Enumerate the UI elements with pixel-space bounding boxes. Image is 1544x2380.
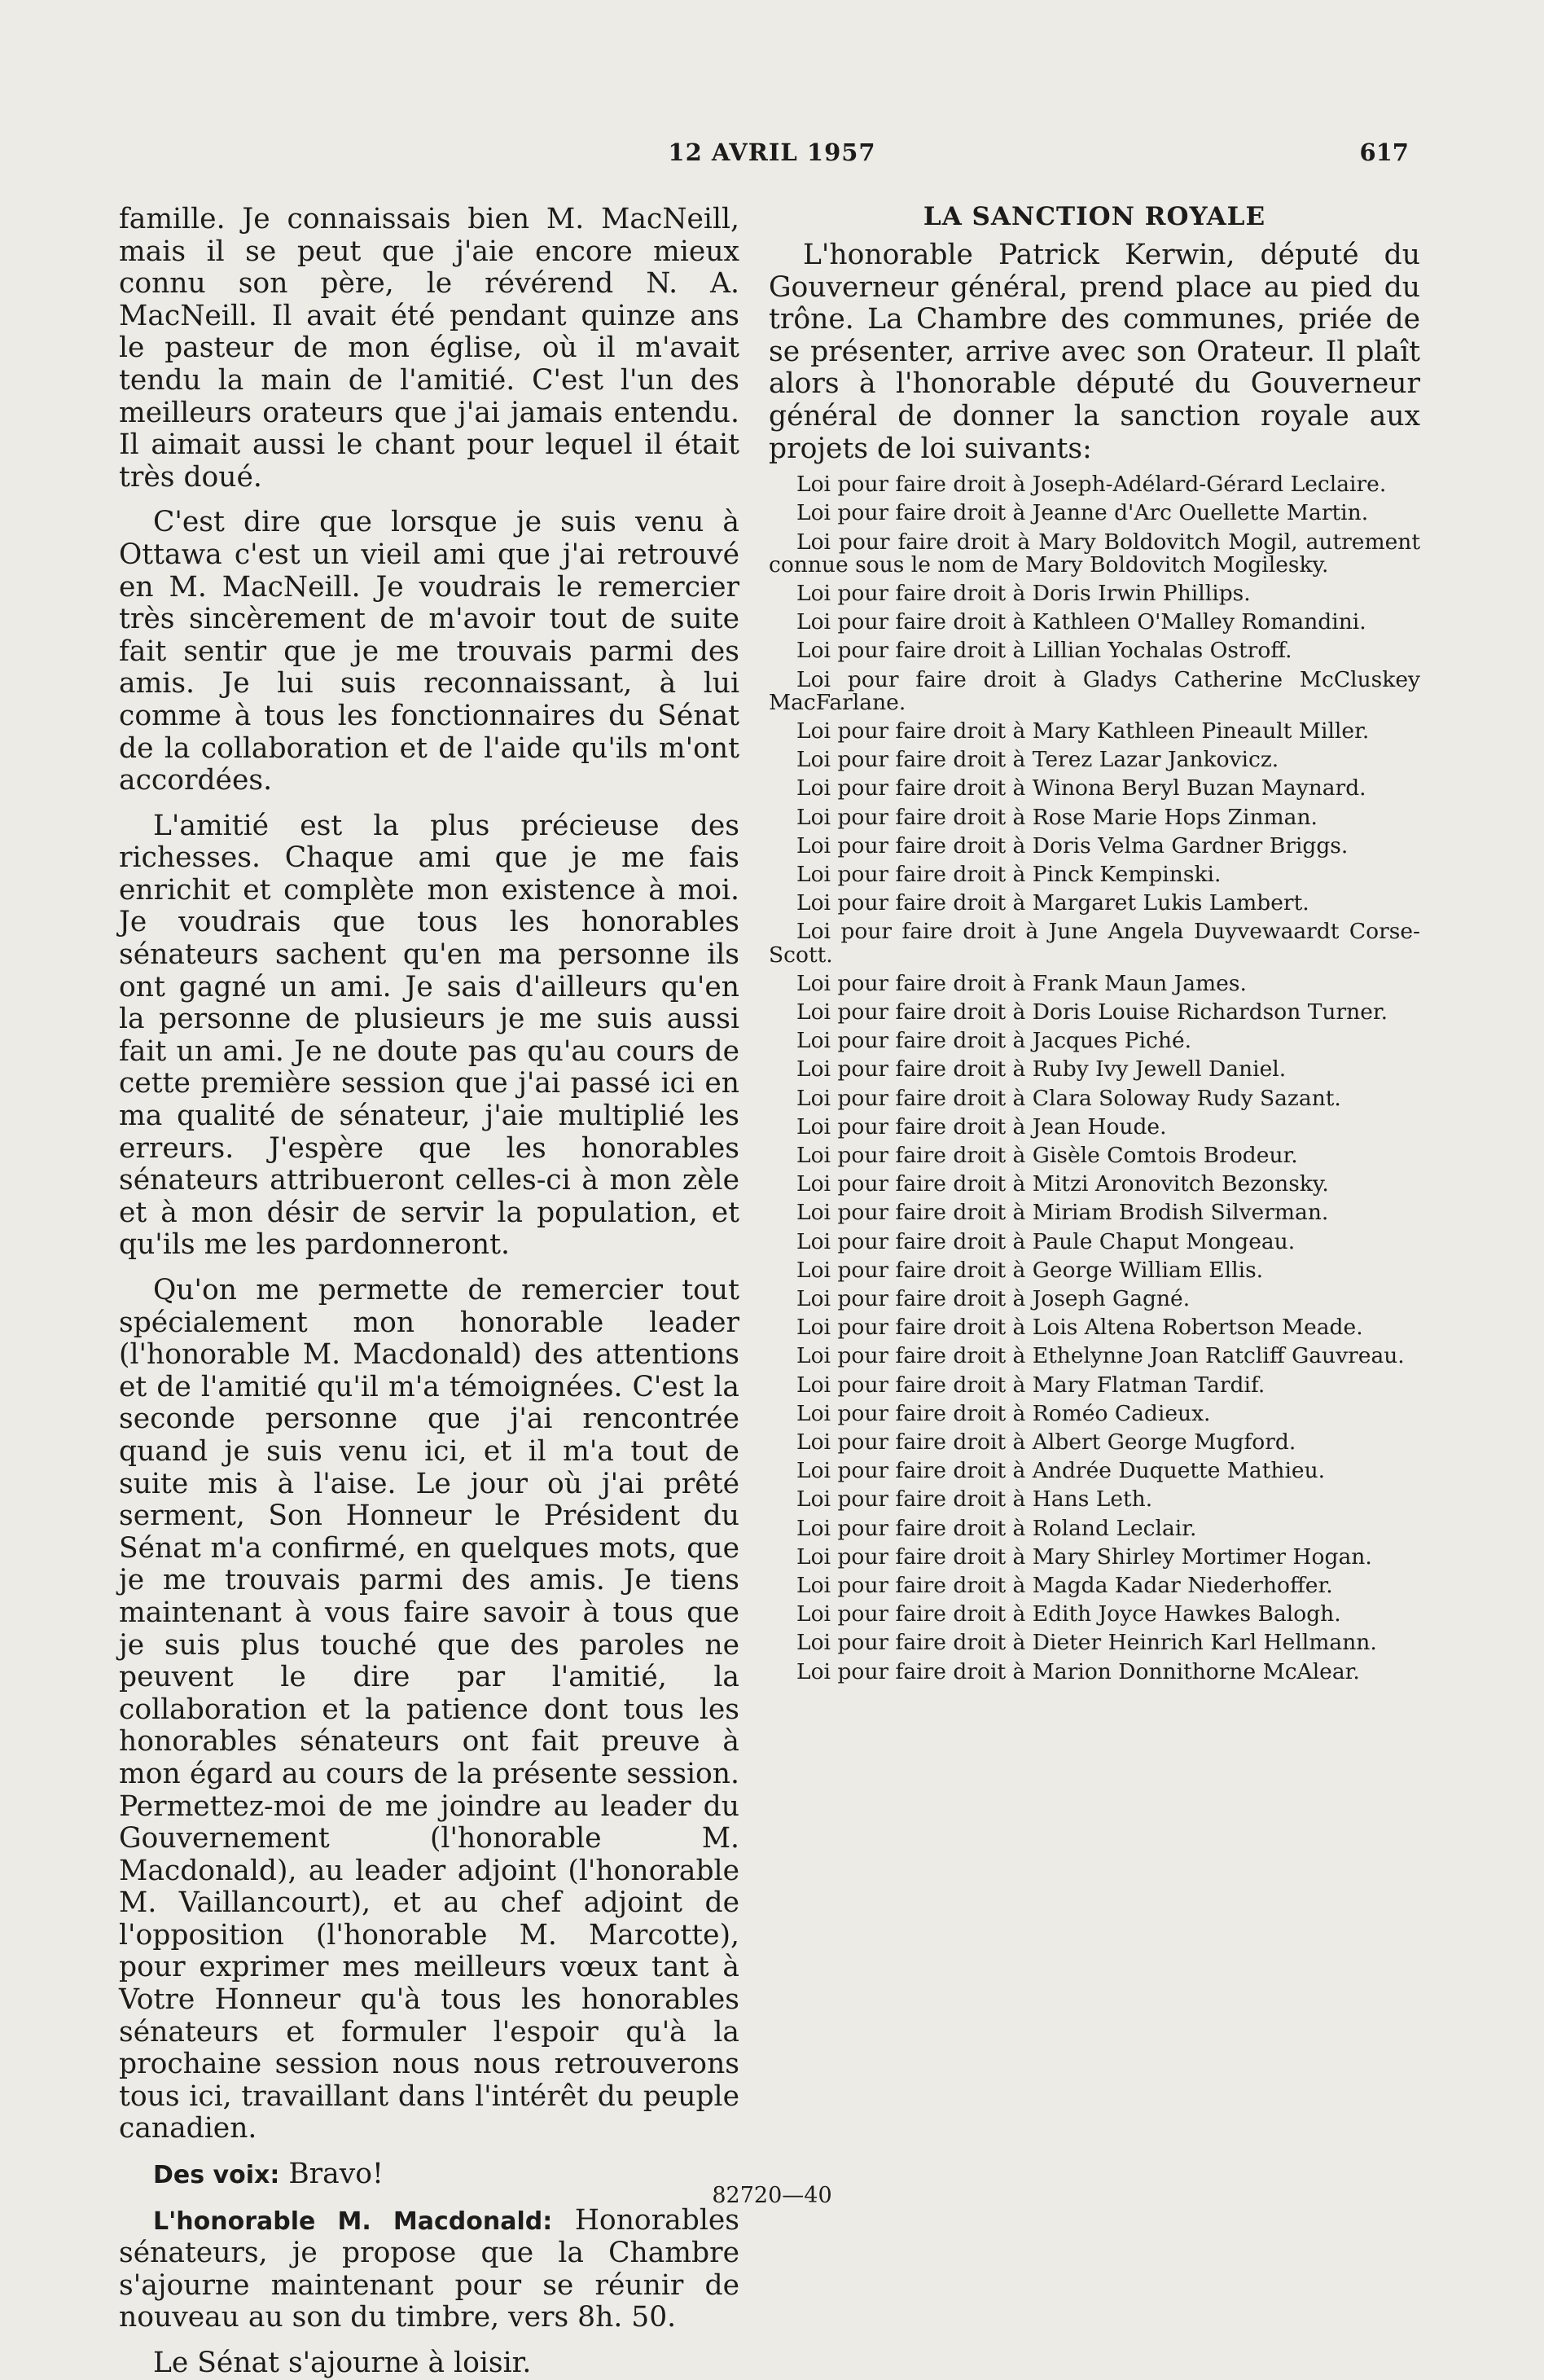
bill-item: Loi pour faire droit à Ethelynne Joan Ratcliff Gauvreau.: [796, 1343, 1405, 1369]
bill-item: Loi pour faire droit à Doris Louise Richardson Turner.: [796, 999, 1388, 1025]
bill-item: Loi pour faire droit à Hans Leth.: [796, 1486, 1153, 1513]
bill-item: Loi pour faire droit à George William Ellis.: [796, 1257, 1264, 1283]
bill-item: Loi pour faire droit à Roméo Cadieux.: [796, 1400, 1211, 1426]
page-number: 617: [1359, 138, 1409, 166]
bill-item: Loi pour faire droit à Margaret Lukis Lambert.: [796, 890, 1309, 916]
paragraph: C'est dire que lorsque je suis venu à Ottawa c'est un vieil ami que j'ai retrouvé en M. MacNeill. Je voudrais le remercier très sincèrement de m'avoir tout de suite fait sentir que je me trouvais parmi des amis. Je lui suis reconnaissant, à lui comme à tous les fonctionnaires du Sénat de la collaboration et de l'aide qu'ils m'ont accordées.: [119, 506, 739, 797]
paragraph: Qu'on me permette de remercier tout spécialement mon honorable leader (l'honorable M. Macdonald) des attentions et de l'amitié qu'il m'a témoignées. C'est la seconde personne que j'ai rencontrée quand je suis venu ici, et il m'a tout de suite mis à l'aise. Le jour où j'ai prêté serment, Son Honneur le Président du Sénat m'a confirmé, en quelques mots, que je me trouvais parmi des amis. Je tiens maintenant à vous faire savoir à tous que je suis plus touché que des paroles ne peuvent le dire par l'amitié, la collaboration et la patience dont tous les honorables sénateurs ont fait preuve à mon égard au cours de la présente session. Permettez-moi de me joindre au leader du Gouvernement (l'honorable M. Macdonald), au leader adjoint (l'honorable M. Vaillancourt), et au chef adjoint de l'opposition (l'honorable M. Marcotte), pour exprimer mes meilleurs vœux tant à Votre Honneur qu'à tous les honorables sénateurs et formuler l'espoir qu'à la prochaine session nous nous retrouverons tous ici, travaillant dans l'intérêt du peuple canadien.: [119, 1274, 739, 2145]
speaker-name: L'honorable M. Macdonald:: [153, 2207, 553, 2236]
bill-item: Loi pour faire droit à Mary Kathleen Pineault Miller.: [796, 718, 1370, 744]
bill-item: Loi pour faire droit à Lois Altena Robertson Meade.: [796, 1315, 1363, 1341]
bill-item: Loi pour faire droit à Terez Lazar Jankovicz.: [796, 747, 1279, 773]
footer-code: 82720—40: [712, 2183, 832, 2208]
bill-item: Loi pour faire droit à Lillian Yochalas Ostroff.: [796, 638, 1292, 664]
paragraph: famille. Je connaissais bien M. MacNeill, mais il se peut que j'aie encore mieux connu son père, le révérend N. A. MacNeill. Il avait été pendant quinze ans le pasteur de mon église, où il m'avait tendu la main de l'amitié. C'est l'un des meilleurs orateurs que j'ai jamais entendu. Il aimait aussi le chant pour lequel il était très doué.: [119, 203, 739, 494]
bill-item: Loi pour faire droit à Magda Kadar Niederhoffer.: [796, 1573, 1333, 1599]
left-column: [119, 204, 739, 2380]
speaker-name: Des voix:: [153, 2161, 280, 2190]
bill-item: Loi pour faire droit à Joseph-Adélard-Gérard Leclaire.: [796, 472, 1387, 498]
bill-item: Loi pour faire droit à Mary Boldovitch Mogil, autrement connue sous le nom de Mary Boldovitch Mogilesky.: [769, 529, 1420, 577]
intro-paragraph: L'honorable Patrick Kerwin, député du Gouverneur général, prend place au pied du trône. La Chambre des communes, priée de se présenter, arrive avec son Orateur. Il plaît alors à l'honorable député du Gouverneur général de donner la sanction royale aux projets de loi suivants:: [769, 239, 1420, 465]
bill-item: Loi pour faire droit à Jean Houde.: [796, 1113, 1167, 1140]
bill-item: Loi pour faire droit à Mitzi Aronovitch Bezonsky.: [796, 1171, 1329, 1197]
bill-item: Loi pour faire droit à Gisèle Comtois Brodeur.: [796, 1143, 1298, 1169]
bill-item: Loi pour faire droit à Mary Shirley Mortimer Hogan.: [796, 1543, 1372, 1570]
bill-item: Loi pour faire droit à Joseph Gagné.: [796, 1286, 1191, 1312]
bill-item: Loi pour faire droit à Frank Maun James.: [796, 970, 1247, 996]
bill-item: Loi pour faire droit à Pinck Kempinski.: [796, 862, 1222, 887]
adjournment-line: Le Sénat s'ajourne à loisir.: [153, 2347, 532, 2379]
bill-item: Loi pour faire droit à Dieter Heinrich Karl Hellmann.: [796, 1630, 1377, 1656]
bill-item: Loi pour faire droit à Jacques Piché.: [796, 1028, 1192, 1054]
bill-item: Loi pour faire droit à Doris Irwin Phillips.: [796, 580, 1251, 606]
bill-item: Loi pour faire droit à Albert George Mugford.: [796, 1429, 1296, 1456]
bill-item: Loi pour faire droit à Paule Chaput Mongeau.: [796, 1228, 1296, 1254]
bill-list: [769, 473, 1420, 1684]
speech-text: Honorables sénateurs, je propose que la Chambre s'ajourne maintenant pour se réunir de nouveau au son du timbre, vers 8h. 50.: [119, 2203, 739, 2334]
bill-item: Loi pour faire droit à Rose Marie Hops Zinman.: [796, 804, 1318, 830]
bill-item: Loi pour faire droit à Gladys Catherine McCluskey MacFarlane.: [769, 666, 1420, 715]
bill-item: Loi pour faire droit à Ruby Ivy Jewell Daniel.: [796, 1056, 1287, 1082]
right-column: [769, 202, 1420, 1689]
bill-item: Loi pour faire droit à Mary Flatman Tardif.: [796, 1372, 1265, 1398]
bill-item: Loi pour faire droit à Clara Soloway Rudy Sazant.: [796, 1085, 1341, 1111]
bill-item: Loi pour faire droit à Roland Leclair.: [796, 1515, 1197, 1541]
bill-item: Loi pour faire droit à Kathleen O'Malley Romandini.: [796, 609, 1366, 635]
page-date-header: 12 AVRIL 1957: [668, 138, 876, 166]
macdonald-paragraph: [119, 2205, 739, 2334]
section-title: LA SANCTION ROYALE: [923, 202, 1266, 231]
bill-item: Loi pour faire droit à June Angela Duyvewaardt Corse-Scott.: [769, 919, 1420, 968]
paragraph: L'amitié est la plus précieuse des richesses. Chaque ami que je me fais enrichit et complète mon existence à moi. Je voudrais que tous les honorables sénateurs sachent qu'en ma personne ils ont gagné un ami. Je sais d'ailleurs qu'en la personne de plusieurs je me suis aussi fait un ami. Je ne doute pas qu'au cours de cette première session que j'ai passé ici en ma qualité de sénateur, j'aie multiplié les erreurs. J'espère que les honorables sénateurs attribueront celles-ci à mon zèle et à mon désir de servir la population, et qu'ils me les pardonneront.: [119, 809, 739, 1262]
bill-item: Loi pour faire droit à Marion Donnithorne McAlear.: [796, 1658, 1360, 1684]
bill-item: Loi pour faire droit à Edith Joyce Hawkes Balogh.: [796, 1601, 1341, 1627]
bill-item: Loi pour faire droit à Doris Velma Gardner Briggs.: [796, 832, 1349, 858]
bill-item: Loi pour faire droit à Winona Beryl Buzan Maynard.: [796, 775, 1366, 801]
bill-item: Loi pour faire droit à Miriam Brodish Silverman.: [796, 1200, 1329, 1226]
speech-text: Bravo!: [279, 2158, 384, 2191]
bill-item: Loi pour faire droit à Jeanne d'Arc Ouellette Martin.: [796, 500, 1369, 526]
bill-item: Loi pour faire droit à Andrée Duquette Mathieu.: [796, 1458, 1326, 1484]
